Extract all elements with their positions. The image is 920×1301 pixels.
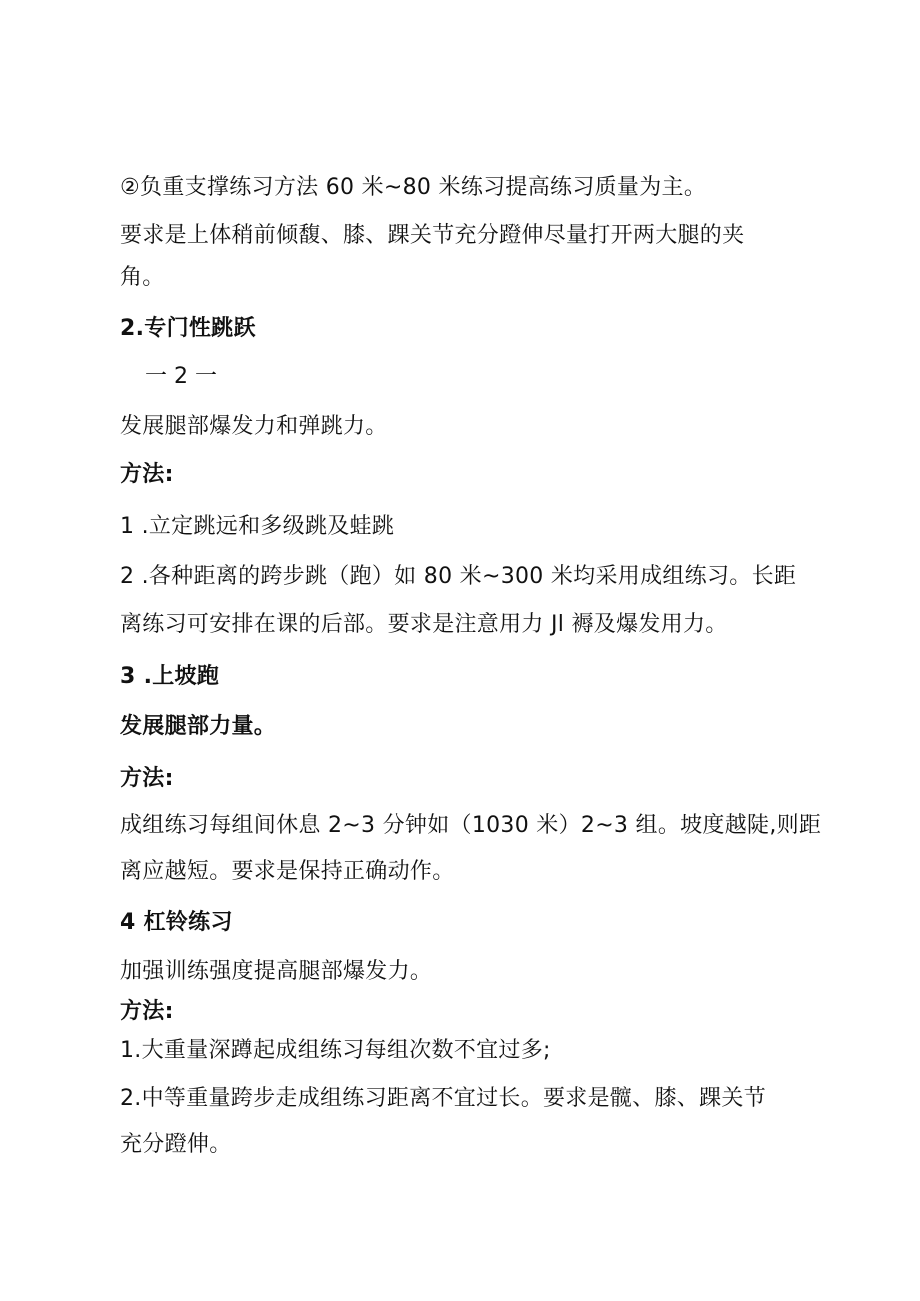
list-item-barbell-2: 2.中等重量跨步走成组练习距离不宜过长。要求是髋、膝、踝关节 (120, 1086, 766, 1111)
method-label-uphill: 方法: (120, 766, 174, 791)
page-number: 一 2 一 (145, 364, 217, 389)
list-item-barbell-2-cont: 充分蹬伸。 (120, 1132, 232, 1157)
text-line-purpose: 发展腿部爆发力和弹跳力。 (120, 414, 388, 439)
method-label-barbell: 方法: (120, 999, 174, 1024)
section-heading-barbell: 4 杠铃练习 (120, 910, 233, 935)
list-item-1: 1 .立定跳远和多级跳及蛙跳 (120, 514, 395, 539)
list-item-2: 2 .各种距离的跨步跳（跑）如 80 米~300 米均采用成组练习。长距 (120, 564, 797, 589)
list-item-barbell-1: 1.大重量深蹲起成组练习每组次数不宜过多; (120, 1038, 551, 1063)
text-line-weighted-support: ②负重支撑练习方法 60 米~80 米练习提高练习质量为主。 (120, 175, 707, 200)
method-label: 方法: (120, 462, 174, 487)
list-item-2-cont: 离练习可安排在课的后部。要求是注意用力 Jl 褥及爆发用力。 (120, 612, 728, 637)
text-line-purpose-barbell: 加强训练强度提高腿部爆发力。 (120, 959, 433, 984)
text-line-requirement-cont: 角。 (120, 265, 165, 290)
text-line-uphill-method: 成组练习每组间休息 2~3 分钟如（1030 米）2~3 组。坡度越陡,则距 (120, 813, 822, 838)
text-line-requirement: 要求是上体稍前倾馥、膝、踝关节充分蹬伸尽量打开两大腿的夹 (120, 223, 745, 248)
text-line-uphill-method-cont: 离应越短。要求是保持正确动作。 (120, 859, 455, 884)
text-line-purpose-uphill: 发展腿部力量。 (120, 714, 277, 739)
section-heading-jumping: 2.专门性跳跃 (120, 316, 256, 341)
section-heading-uphill: 3 .上坡跑 (120, 664, 220, 689)
